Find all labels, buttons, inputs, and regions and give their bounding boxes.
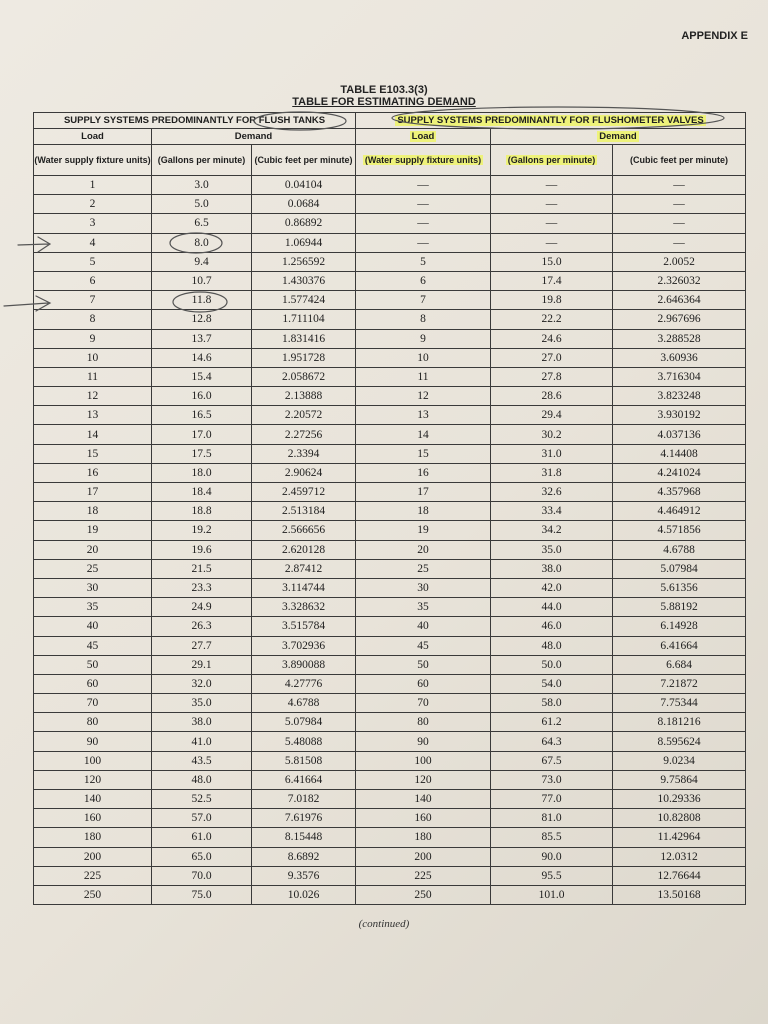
tanks-cfm-cell: 1.831416 [252, 329, 356, 348]
valves-gpm-cell: 73.0 [491, 770, 613, 789]
tanks-cfm-cell: 1.711104 [252, 310, 356, 329]
valves-load-cell: — [356, 176, 491, 195]
tanks-gpm-cell: 18.0 [152, 463, 252, 482]
table-row [34, 847, 746, 866]
tanks-load-cell: 25 [34, 559, 152, 578]
valves-gpm-cell: 27.0 [491, 348, 613, 367]
valves-load-cell: 16 [356, 463, 491, 482]
tanks-cfm-cell: 0.86892 [252, 214, 356, 233]
tanks-load-cell: 80 [34, 713, 152, 732]
valves-cfm-cell: 3.823248 [613, 387, 746, 406]
table-row [34, 387, 746, 406]
tanks-gpm-cell: 18.4 [152, 483, 252, 502]
valves-load-cell: 12 [356, 387, 491, 406]
tanks-gpm-cell: 15.4 [152, 367, 252, 386]
table-row [34, 828, 746, 847]
valves-cfm-cell: 2.646364 [613, 291, 746, 310]
tanks-units-header: (Water supply fixture units) [34, 145, 152, 176]
valves-gpm-cell: 35.0 [491, 540, 613, 559]
tanks-gpm-cell: 8.0 [152, 233, 252, 252]
tanks-gpm-cell: 17.5 [152, 444, 252, 463]
valves-load-cell: 11 [356, 367, 491, 386]
tanks-load-cell: 7 [34, 291, 152, 310]
valves-gpm-cell: 90.0 [491, 847, 613, 866]
tanks-cfm-cell: 2.513184 [252, 502, 356, 521]
valves-load-cell: 19 [356, 521, 491, 540]
tanks-demand-header: Demand [152, 129, 356, 145]
tanks-load-cell: 2 [34, 195, 152, 214]
tanks-load-header: Load [34, 129, 152, 145]
tanks-cfm-cell: 2.3394 [252, 444, 356, 463]
tanks-load-cell: 30 [34, 578, 152, 597]
valves-gpm-cell: 85.5 [491, 828, 613, 847]
valves-gpm-cell: 81.0 [491, 809, 613, 828]
tanks-cfm-cell: 2.459712 [252, 483, 356, 502]
tanks-gpm-cell: 26.3 [152, 617, 252, 636]
valves-gpm-cell: 95.5 [491, 866, 613, 885]
valves-gpm-cell: 15.0 [491, 252, 613, 271]
valves-cfm-cell: 3.930192 [613, 406, 746, 425]
tanks-gpm-cell: 11.8 [152, 291, 252, 310]
tanks-load-cell: 1 [34, 176, 152, 195]
table-title [0, 84, 768, 108]
valves-load-cell: 80 [356, 713, 491, 732]
tanks-cfm-cell: 2.13888 [252, 387, 356, 406]
table-row [34, 271, 746, 290]
tanks-load-cell: 140 [34, 790, 152, 809]
table-row [34, 694, 746, 713]
tanks-gpm-cell: 24.9 [152, 598, 252, 617]
group-header-flush-tanks: SUPPLY SYSTEMS PREDOMINANTLY FOR FLUSH TANKS [34, 113, 356, 129]
valves-load-cell: 50 [356, 655, 491, 674]
tanks-gpm-cell: 10.7 [152, 271, 252, 290]
tanks-gpm-cell: 19.6 [152, 540, 252, 559]
table-row [34, 578, 746, 597]
tanks-load-cell: 120 [34, 770, 152, 789]
valves-load-cell: 180 [356, 828, 491, 847]
tanks-load-cell: 12 [34, 387, 152, 406]
tanks-gpm-cell: 17.0 [152, 425, 252, 444]
table-row [34, 885, 746, 904]
tanks-cfm-cell: 4.6788 [252, 694, 356, 713]
valves-cfm-cell: 4.357968 [613, 483, 746, 502]
table-row [34, 540, 746, 559]
valves-gpm-header [491, 145, 613, 176]
tanks-load-cell: 9 [34, 329, 152, 348]
tanks-gpm-cell: 43.5 [152, 751, 252, 770]
valves-load-cell: 20 [356, 540, 491, 559]
table-row [34, 751, 746, 770]
valves-gpm-cell: 61.2 [491, 713, 613, 732]
valves-gpm-cell: 42.0 [491, 578, 613, 597]
valves-cfm-cell: — [613, 195, 746, 214]
table-row [34, 732, 746, 751]
valves-cfm-cell: 5.07984 [613, 559, 746, 578]
valves-load-cell: 60 [356, 674, 491, 693]
tanks-cfm-cell: 3.890088 [252, 655, 356, 674]
tanks-cfm-cell: 1.430376 [252, 271, 356, 290]
tanks-cfm-cell: 1.256592 [252, 252, 356, 271]
tanks-gpm-cell: 32.0 [152, 674, 252, 693]
tanks-load-cell: 180 [34, 828, 152, 847]
tanks-load-cell: 6 [34, 271, 152, 290]
tanks-gpm-cell: 48.0 [152, 770, 252, 789]
group-header-flushometer-label: SUPPLY SYSTEMS PREDOMINANTLY FOR FLUSHOMETER VALVES [397, 115, 704, 126]
tanks-cfm-cell: 2.566656 [252, 521, 356, 540]
group-header-flushometer-valves [356, 113, 746, 129]
valves-cfm-cell: 7.21872 [613, 674, 746, 693]
table-number: TABLE E103.3(3) [340, 84, 428, 96]
table-row [34, 367, 746, 386]
valves-cfm-cell: 5.61356 [613, 578, 746, 597]
table-row [34, 444, 746, 463]
valves-gpm-cell: 30.2 [491, 425, 613, 444]
tanks-load-cell: 3 [34, 214, 152, 233]
valves-gpm-cell: — [491, 176, 613, 195]
valves-gpm-cell: 64.3 [491, 732, 613, 751]
tanks-load-cell: 250 [34, 885, 152, 904]
table-row [34, 348, 746, 367]
valves-gpm-cell: 77.0 [491, 790, 613, 809]
valves-gpm-cell: 67.5 [491, 751, 613, 770]
valves-gpm-cell: 27.8 [491, 367, 613, 386]
tanks-gpm-cell: 14.6 [152, 348, 252, 367]
valves-load-cell: 9 [356, 329, 491, 348]
valves-cfm-cell: 9.75864 [613, 770, 746, 789]
valves-cfm-cell: 2.0052 [613, 252, 746, 271]
tanks-cfm-cell: 6.41664 [252, 770, 356, 789]
valves-gpm-cell: 48.0 [491, 636, 613, 655]
valves-load-cell: 40 [356, 617, 491, 636]
valves-units-header [356, 145, 491, 176]
valves-cfm-cell: 13.50168 [613, 885, 746, 904]
tanks-cfm-cell: 2.87412 [252, 559, 356, 578]
valves-cfm-cell: 10.29336 [613, 790, 746, 809]
valves-cfm-cell: 12.76644 [613, 866, 746, 885]
tanks-load-cell: 225 [34, 866, 152, 885]
tanks-load-cell: 100 [34, 751, 152, 770]
tanks-cfm-cell: 7.0182 [252, 790, 356, 809]
table-row [34, 425, 746, 444]
table-row [34, 195, 746, 214]
tanks-cfm-cell: 4.27776 [252, 674, 356, 693]
valves-cfm-cell: 4.037136 [613, 425, 746, 444]
table-row [34, 214, 746, 233]
valves-cfm-cell: 2.967696 [613, 310, 746, 329]
tanks-load-cell: 14 [34, 425, 152, 444]
tanks-gpm-cell: 52.5 [152, 790, 252, 809]
table-row [34, 674, 746, 693]
tanks-load-cell: 16 [34, 463, 152, 482]
valves-gpm-cell: 38.0 [491, 559, 613, 578]
tanks-cfm-cell: 2.27256 [252, 425, 356, 444]
valves-load-cell: 250 [356, 885, 491, 904]
tanks-cfm-cell: 1.951728 [252, 348, 356, 367]
tanks-gpm-header: (Gallons per minute) [152, 145, 252, 176]
valves-load-cell: 120 [356, 770, 491, 789]
valves-demand-header [491, 129, 746, 145]
tanks-cfm-cell: 5.81508 [252, 751, 356, 770]
tanks-load-cell: 11 [34, 367, 152, 386]
tanks-load-cell: 160 [34, 809, 152, 828]
valves-load-cell: 6 [356, 271, 491, 290]
valves-load-cell: 13 [356, 406, 491, 425]
tanks-gpm-cell: 35.0 [152, 694, 252, 713]
tanks-cfm-header: (Cubic feet per minute) [252, 145, 356, 176]
tanks-cfm-cell: 10.026 [252, 885, 356, 904]
valves-gpm-label: (Gallons per minute) [507, 155, 596, 165]
table-row [34, 636, 746, 655]
tanks-gpm-cell: 70.0 [152, 866, 252, 885]
valves-load-header [356, 129, 491, 145]
tanks-load-cell: 60 [34, 674, 152, 693]
tanks-load-cell: 20 [34, 540, 152, 559]
valves-cfm-cell: 4.464912 [613, 502, 746, 521]
valves-cfm-cell: 11.42964 [613, 828, 746, 847]
valves-gpm-cell: 17.4 [491, 271, 613, 290]
tanks-cfm-cell: 3.328632 [252, 598, 356, 617]
tanks-cfm-cell: 3.702936 [252, 636, 356, 655]
tanks-gpm-cell: 27.7 [152, 636, 252, 655]
tanks-gpm-cell: 9.4 [152, 252, 252, 271]
tanks-gpm-cell: 6.5 [152, 214, 252, 233]
tanks-gpm-cell: 75.0 [152, 885, 252, 904]
valves-cfm-cell: 4.241024 [613, 463, 746, 482]
valves-load-cell: — [356, 214, 491, 233]
valves-cfm-cell: 3.716304 [613, 367, 746, 386]
table-row [34, 559, 746, 578]
valves-gpm-cell: 33.4 [491, 502, 613, 521]
continued-note: (continued) [358, 918, 410, 930]
valves-cfm-cell: 6.684 [613, 655, 746, 674]
tanks-cfm-cell: 8.15448 [252, 828, 356, 847]
valves-cfm-cell: 5.88192 [613, 598, 746, 617]
valves-load-cell: 90 [356, 732, 491, 751]
valves-gpm-cell: 44.0 [491, 598, 613, 617]
valves-gpm-cell: 101.0 [491, 885, 613, 904]
valves-load-cell: 45 [356, 636, 491, 655]
tanks-load-cell: 5 [34, 252, 152, 271]
table-row [34, 176, 746, 195]
table-row [34, 502, 746, 521]
tanks-load-cell: 10 [34, 348, 152, 367]
valves-gpm-cell: 29.4 [491, 406, 613, 425]
valves-gpm-cell: 46.0 [491, 617, 613, 636]
tanks-load-cell: 4 [34, 233, 152, 252]
table-row [34, 521, 746, 540]
table-row [34, 770, 746, 789]
valves-gpm-cell: 50.0 [491, 655, 613, 674]
tanks-load-cell: 90 [34, 732, 152, 751]
table-row [34, 329, 746, 348]
tanks-load-cell: 8 [34, 310, 152, 329]
table-name: TABLE FOR ESTIMATING DEMAND [292, 96, 476, 108]
tanks-gpm-cell: 16.5 [152, 406, 252, 425]
valves-load-cell: 15 [356, 444, 491, 463]
valves-gpm-cell: 34.2 [491, 521, 613, 540]
tanks-load-cell: 18 [34, 502, 152, 521]
valves-load-cell: 5 [356, 252, 491, 271]
tanks-cfm-cell: 5.07984 [252, 713, 356, 732]
tanks-cfm-cell: 0.0684 [252, 195, 356, 214]
table-row [34, 483, 746, 502]
valves-cfm-cell: — [613, 176, 746, 195]
valves-cfm-cell: 2.326032 [613, 271, 746, 290]
tanks-gpm-cell: 18.8 [152, 502, 252, 521]
tanks-gpm-cell: 19.2 [152, 521, 252, 540]
tanks-load-cell: 35 [34, 598, 152, 617]
valves-load-cell: 200 [356, 847, 491, 866]
tanks-cfm-cell: 3.515784 [252, 617, 356, 636]
valves-cfm-cell: — [613, 233, 746, 252]
valves-cfm-cell: 4.6788 [613, 540, 746, 559]
tanks-gpm-cell: 5.0 [152, 195, 252, 214]
valves-load-cell: 70 [356, 694, 491, 713]
table-row [34, 291, 746, 310]
tanks-load-cell: 50 [34, 655, 152, 674]
tanks-cfm-cell: 8.6892 [252, 847, 356, 866]
valves-gpm-cell: 28.6 [491, 387, 613, 406]
tanks-gpm-cell: 12.8 [152, 310, 252, 329]
tanks-gpm-cell: 29.1 [152, 655, 252, 674]
tanks-gpm-cell: 23.3 [152, 578, 252, 597]
valves-load-cell: — [356, 233, 491, 252]
table-row [34, 598, 746, 617]
tanks-gpm-cell: 3.0 [152, 176, 252, 195]
tanks-cfm-cell: 2.620128 [252, 540, 356, 559]
valves-load-cell: 14 [356, 425, 491, 444]
tanks-cfm-cell: 2.058672 [252, 367, 356, 386]
demand-table [33, 112, 746, 905]
tanks-cfm-cell: 3.114744 [252, 578, 356, 597]
table-row [34, 790, 746, 809]
valves-cfm-cell: 6.41664 [613, 636, 746, 655]
valves-load-cell: 160 [356, 809, 491, 828]
valves-cfm-cell: 6.14928 [613, 617, 746, 636]
table-row [34, 252, 746, 271]
tanks-gpm-cell: 38.0 [152, 713, 252, 732]
valves-load-cell: — [356, 195, 491, 214]
valves-cfm-header: (Cubic feet per minute) [613, 145, 746, 176]
tanks-cfm-cell: 0.04104 [252, 176, 356, 195]
table-row [34, 655, 746, 674]
valves-gpm-cell: — [491, 214, 613, 233]
valves-gpm-cell: — [491, 195, 613, 214]
valves-load-cell: 25 [356, 559, 491, 578]
valves-cfm-cell: 3.60936 [613, 348, 746, 367]
tanks-load-cell: 17 [34, 483, 152, 502]
valves-gpm-cell: 19.8 [491, 291, 613, 310]
tanks-load-cell: 15 [34, 444, 152, 463]
valves-cfm-cell: 10.82808 [613, 809, 746, 828]
tanks-cfm-cell: 1.577424 [252, 291, 356, 310]
table-row [34, 463, 746, 482]
valves-load-cell: 18 [356, 502, 491, 521]
tanks-load-cell: 70 [34, 694, 152, 713]
table-row [34, 406, 746, 425]
valves-load-cell: 7 [356, 291, 491, 310]
valves-cfm-cell: 8.595624 [613, 732, 746, 751]
table-row [34, 617, 746, 636]
valves-load-cell: 17 [356, 483, 491, 502]
tanks-gpm-cell: 57.0 [152, 809, 252, 828]
valves-cfm-cell: 3.288528 [613, 329, 746, 348]
tanks-load-cell: 45 [34, 636, 152, 655]
valves-cfm-cell: 4.14408 [613, 444, 746, 463]
valves-gpm-cell: 31.8 [491, 463, 613, 482]
valves-cfm-cell: 4.571856 [613, 521, 746, 540]
tanks-gpm-cell: 41.0 [152, 732, 252, 751]
tanks-cfm-cell: 7.61976 [252, 809, 356, 828]
valves-load-cell: 30 [356, 578, 491, 597]
valves-gpm-cell: 31.0 [491, 444, 613, 463]
valves-gpm-cell: 24.6 [491, 329, 613, 348]
tanks-load-cell: 13 [34, 406, 152, 425]
valves-gpm-cell: 54.0 [491, 674, 613, 693]
tanks-cfm-cell: 5.48088 [252, 732, 356, 751]
tanks-load-cell: 19 [34, 521, 152, 540]
valves-cfm-cell: 7.75344 [613, 694, 746, 713]
valves-load-cell: 35 [356, 598, 491, 617]
table-row [34, 809, 746, 828]
tanks-cfm-cell: 2.20572 [252, 406, 356, 425]
valves-gpm-cell: — [491, 233, 613, 252]
tanks-gpm-cell: 16.0 [152, 387, 252, 406]
tanks-cfm-cell: 2.90624 [252, 463, 356, 482]
valves-cfm-cell: 8.181216 [613, 713, 746, 732]
tanks-gpm-cell: 65.0 [152, 847, 252, 866]
valves-cfm-cell: 9.0234 [613, 751, 746, 770]
table-row [34, 233, 746, 252]
tanks-gpm-cell: 13.7 [152, 329, 252, 348]
valves-units-label: (Water supply fixture units) [364, 155, 482, 165]
valves-gpm-cell: 22.2 [491, 310, 613, 329]
demand-table-body [34, 176, 746, 905]
tanks-cfm-cell: 1.06944 [252, 233, 356, 252]
valves-load-label: Load [411, 131, 435, 142]
tanks-gpm-cell: 61.0 [152, 828, 252, 847]
table-row [34, 713, 746, 732]
valves-load-cell: 225 [356, 866, 491, 885]
tanks-cfm-cell: 9.3576 [252, 866, 356, 885]
valves-load-cell: 8 [356, 310, 491, 329]
appendix-label: APPENDIX E [681, 30, 748, 42]
table-row [34, 310, 746, 329]
valves-cfm-cell: — [613, 214, 746, 233]
valves-cfm-cell: 12.0312 [613, 847, 746, 866]
tanks-load-cell: 200 [34, 847, 152, 866]
valves-load-cell: 140 [356, 790, 491, 809]
valves-load-cell: 10 [356, 348, 491, 367]
tanks-load-cell: 40 [34, 617, 152, 636]
valves-load-cell: 100 [356, 751, 491, 770]
valves-gpm-cell: 32.6 [491, 483, 613, 502]
table-row [34, 866, 746, 885]
valves-gpm-cell: 58.0 [491, 694, 613, 713]
valves-demand-label: Demand [599, 131, 637, 142]
tanks-gpm-cell: 21.5 [152, 559, 252, 578]
